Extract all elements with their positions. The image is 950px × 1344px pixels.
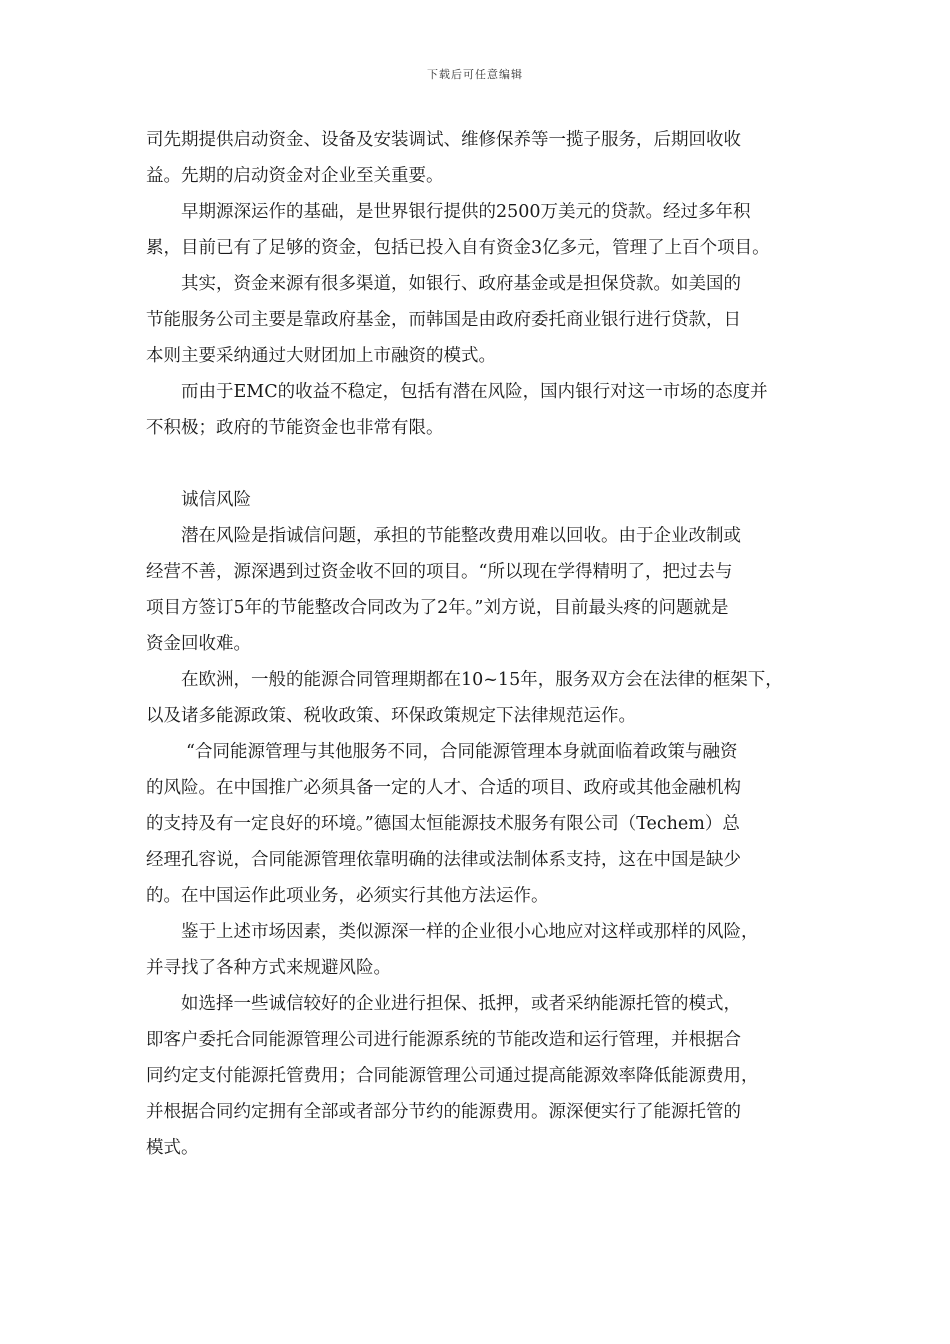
- text-line: 模式。: [146, 1138, 199, 1158]
- text-line: 不积极；政府的节能资金也非常有限。: [146, 418, 444, 438]
- text-line: 益。先期的启动资金对企业至关重要。: [146, 166, 444, 186]
- section-heading: 诚信风险: [181, 490, 251, 510]
- text-line: 其实，资金来源有很多渠道，如银行、政府基金或是担保贷款。如美国的: [181, 274, 741, 294]
- blank-line: [146, 446, 818, 482]
- text-line: 累，目前已有了足够的资金，包括已投入自有资金3亿多元，管理了上百个项目。: [146, 238, 770, 258]
- text-line: 如选择一些诚信较好的企业进行担保、抵押，或者采纳能源托管的模式，: [181, 994, 741, 1014]
- text-line: 节能服务公司主要是靠政府基金，而韩国是由政府委托商业银行进行贷款，日: [146, 310, 741, 330]
- text-line: 以及诸多能源政策、税收政策、环保政策规定下法律规范运作。: [146, 706, 636, 726]
- text-line: 并寻找了各种方式来规避风险。: [146, 958, 391, 978]
- text-line: “合同能源管理与其他服务不同，合同能源管理本身就面临着政策与融资: [186, 742, 738, 762]
- text-line: 潜在风险是指诚信问题，承担的节能整改费用难以回收。由于企业改制或: [181, 526, 741, 546]
- text-line: 项目方签订5年的节能整改合同改为了2年。”刘方说，目前最头疼的问题就是: [146, 598, 729, 618]
- document-body: [146, 122, 818, 1166]
- text-line: 本则主要采纳通过大财团加上市融资的模式。: [146, 346, 496, 366]
- text-line: 资金回收难。: [146, 634, 251, 654]
- text-line: 的风险。在中国推广必须具备一定的人才、合适的项目、政府或其他金融机构: [146, 778, 741, 798]
- text-line: 鉴于上述市场因素，类似源深一样的企业很小心地应对这样或那样的风险，: [181, 922, 759, 942]
- text-line: 经营不善，源深遇到过资金收不回的项目。“所以现在学得精明了，把过去与: [146, 562, 733, 582]
- text-line: 经理孔容说，合同能源管理依靠明确的法律或法制体系支持，这在中国是缺少: [146, 850, 741, 870]
- text-line: 司先期提供启动资金、设备及安装调试、维修保养等一揽子服务，后期回收收: [146, 130, 741, 150]
- text-line: 同约定支付能源托管费用；合同能源管理公司通过提高能源效率降低能源费用，: [146, 1066, 759, 1086]
- text-line: 而由于EMC的收益不稳定，包括有潜在风险，国内银行对这一市场的态度并: [181, 382, 768, 402]
- text-line: 的支持及有一定良好的环境。”德国太恒能源技术服务有限公司（Techem）总: [146, 814, 740, 834]
- text-line: 早期源深运作的基础，是世界银行提供的2500万美元的贷款。经过多年积: [181, 202, 751, 222]
- text-line: 在欧洲，一般的能源合同管理期都在10~15年，服务双方会在法律的框架下，: [181, 670, 783, 690]
- text-line: 即客户委托合同能源管理公司进行能源系统的节能改造和运行管理，并根据合: [146, 1030, 741, 1050]
- text-line: 的。在中国运作此项业务，必须实行其他方法运作。: [146, 886, 549, 906]
- page-header: 下载后可任意编辑: [427, 68, 523, 81]
- text-line: 并根据合同约定拥有全部或者部分节约的能源费用。源深便实行了能源托管的: [146, 1102, 741, 1122]
